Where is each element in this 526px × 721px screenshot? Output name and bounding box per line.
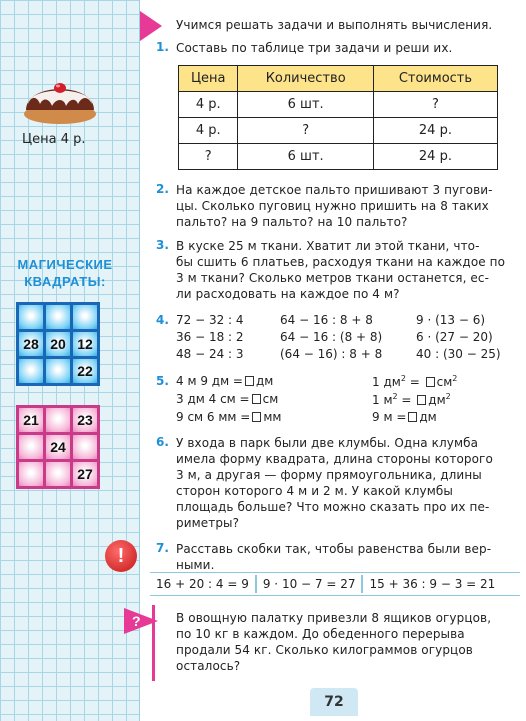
task-number: 5. — [156, 374, 169, 388]
table-cell: 6 шт. — [238, 92, 373, 118]
task2-line: цы. Сколько пуговиц нужно пришить на 8 таких — [176, 199, 489, 213]
task3-line: 3 м ткани? Сколько метров ткани останется, ес- — [176, 271, 490, 285]
expr: 36 − 18 : 2 — [176, 330, 244, 344]
table-header: Количество — [238, 66, 373, 92]
task7-line: ными. — [176, 558, 215, 572]
equation: 15 + 36 : 9 − 3 = 21 — [369, 577, 496, 591]
magic-squares-title: МАГИЧЕСКИЕ КВАДРАТЫ: — [17, 257, 113, 289]
price-caption: Цена 4 р. — [22, 132, 86, 147]
expr: 40 : (30 − 25) — [416, 347, 501, 361]
answer-box[interactable] — [252, 412, 261, 422]
magic-cell: 21 — [19, 408, 43, 432]
bonus-marker — [152, 605, 155, 681]
conversion-left: 1 дм — [372, 375, 401, 389]
task3-line: ли расходовать на каждое по 4 м? — [176, 287, 400, 301]
magic-cell: 20 — [46, 332, 70, 356]
magic-cell — [73, 435, 97, 459]
conversion — [176, 392, 278, 406]
table-cell: ? — [238, 118, 373, 144]
task2-line: пальто? на 9 пальто? на 10 пальто? — [176, 215, 408, 229]
table-cell: 4 р. — [179, 92, 238, 118]
conversion-unit: см — [436, 375, 453, 389]
conversion: 1 $м^2 = дм^2$ — [372, 392, 451, 407]
price-table — [178, 65, 498, 170]
task6-line: площадь больше? Что можно сказать про их пе- — [176, 500, 490, 514]
magic-cell — [19, 462, 43, 486]
table-row — [179, 118, 498, 144]
answer-box[interactable] — [245, 376, 254, 386]
conversion-unit: дм — [419, 410, 437, 424]
table-cell: ? — [179, 144, 238, 170]
page-number: 72 — [310, 688, 358, 716]
task2-line: На каждое детское пальто пришивают 3 пугови- — [176, 183, 493, 197]
table-header: Цена — [179, 66, 238, 92]
expr: 9 · (13 − 6) — [416, 313, 486, 327]
table-cell: 6 шт. — [238, 144, 373, 170]
task3-line: бы сшить 6 платьев, расходуя ткани на каждое по — [176, 255, 506, 269]
expr: (64 − 16) : 8 + 8 — [280, 347, 383, 361]
exclamation-icon: ! — [105, 540, 137, 572]
table-header: Стоимость — [373, 66, 497, 92]
conversion-left: 9 м = — [372, 410, 407, 424]
conversion-left: 3 дм 4 см = — [176, 392, 250, 406]
conversion-unit: дм — [428, 393, 446, 407]
task1-text: Составь по таблице три задачи и реши их. — [176, 41, 453, 55]
table-header-row — [179, 66, 498, 92]
table-cell: 24 р. — [373, 118, 497, 144]
bonus-line: В овощную палатку привезли 8 ящиков огурцов, — [176, 611, 492, 625]
magic-cell — [46, 359, 70, 383]
table-cell: 24 р. — [373, 144, 497, 170]
conversion — [176, 410, 281, 424]
left-sidebar — [0, 0, 140, 721]
magic-cell — [19, 435, 43, 459]
magic-cell: 22 — [73, 359, 97, 383]
equation: 9 · 10 − 7 = 27 — [262, 577, 356, 591]
bonus-line: продали 54 кг. Сколько килограммов огурцов — [176, 643, 473, 657]
task6-line: риметры? — [176, 516, 240, 530]
magic-cell: 23 — [73, 408, 97, 432]
answer-box[interactable] — [417, 395, 426, 405]
magic-cell — [46, 408, 70, 432]
magic-cell: 24 — [46, 435, 70, 459]
conversion — [372, 410, 437, 424]
expr: 48 − 24 : 3 — [176, 347, 244, 361]
magic-square-pink — [16, 405, 100, 489]
expr: 6 · (27 − 20) — [416, 330, 493, 344]
magic-cell: 12 — [73, 332, 97, 356]
section-arrow-icon — [140, 11, 162, 41]
magic-cell — [19, 359, 43, 383]
magic-cell: 28 — [19, 332, 43, 356]
task-number: 3. — [156, 238, 169, 252]
magic-cell — [73, 305, 97, 329]
conversion-left: 9 см 6 мм = — [176, 410, 251, 424]
bonus-line: по 10 кг в каждом. До обеденного перерыва — [176, 627, 465, 641]
task-number: 6. — [156, 435, 169, 449]
task3-line: В куске 25 м ткани. Хватит ли этой ткани, что- — [176, 239, 480, 253]
task6-line: сторон которого 4 м и 2 м. У какой клумбы — [176, 484, 453, 498]
magic-cell — [19, 305, 43, 329]
table-cell: ? — [373, 92, 497, 118]
expr: 64 − 16 : 8 + 8 — [280, 313, 373, 327]
conversion-unit: дм — [255, 374, 274, 388]
task-number: 2. — [156, 182, 169, 196]
task7-line: Расставь скобки так, чтобы равенства были вер- — [176, 542, 492, 556]
magic-square-blue — [16, 302, 100, 386]
equations-strip — [150, 572, 520, 596]
magic-cell — [46, 462, 70, 486]
task-number: 1. — [156, 40, 169, 54]
question-mark: ? — [132, 613, 141, 629]
main-content — [140, 0, 526, 721]
answer-box[interactable] — [252, 394, 261, 404]
conversion: 1 $дм^2 = см^2$ — [372, 374, 458, 389]
conversion-left: 1 м — [372, 393, 393, 407]
answer-box[interactable] — [426, 377, 435, 387]
table-row — [179, 144, 498, 170]
magic-cell: 27 — [73, 462, 97, 486]
task-number: 7. — [156, 541, 169, 555]
conversion-left: 4 м 9 дм = — [176, 374, 243, 388]
conversion-unit: мм — [263, 410, 282, 424]
task-number: 4. — [156, 313, 169, 327]
task6-line: имела форму квадрата, длина стороны которого — [176, 452, 493, 466]
table-cell: 4 р. — [179, 118, 238, 144]
expr: 64 − 16 : (8 + 8) — [280, 330, 383, 344]
table-row — [179, 92, 498, 118]
task6-line: 3 м, а другая — форму прямоугольника, длины — [176, 468, 482, 482]
bun-illustration — [20, 64, 100, 126]
intro-text: Учимся решать задачи и выполнять вычисления. — [176, 18, 493, 32]
answer-box[interactable] — [408, 412, 417, 422]
magic-cell — [46, 305, 70, 329]
bonus-line: осталось? — [176, 659, 241, 673]
equation: 16 + 20 : 4 = 9 — [156, 577, 249, 591]
expr: 72 − 32 : 4 — [176, 313, 244, 327]
task6-line: У входа в парк были две клумбы. Одна клумба — [176, 436, 479, 450]
conversion-unit: см — [262, 392, 279, 406]
conversion — [176, 374, 273, 388]
